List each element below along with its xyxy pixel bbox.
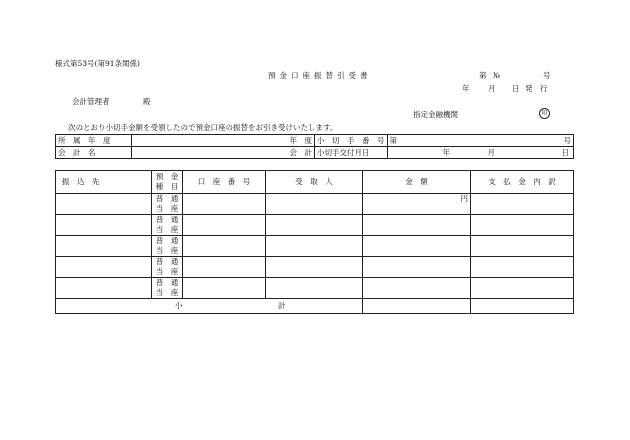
payee-field[interactable] [56, 194, 152, 215]
transfer-header-row [56, 171, 574, 194]
nendo-suffix: 年 度 [289, 135, 312, 145]
type-toza: 当 座 [155, 225, 179, 234]
receiver-field[interactable] [266, 236, 363, 257]
amount-field[interactable] [363, 236, 471, 257]
type-toza: 当 座 [155, 288, 179, 297]
yen-label: 円 [460, 194, 468, 203]
details-field[interactable] [471, 236, 574, 257]
seal-icon: 印 [539, 108, 550, 119]
form-id: 様式第53号(第91条関係) [55, 59, 140, 68]
table-row [56, 257, 574, 278]
date-issue: 発 行 [525, 84, 548, 93]
label-account-name: 会 計 名 [58, 147, 96, 157]
number-no: № [493, 71, 501, 80]
form-title: 預金口座振替引受書 [268, 71, 372, 80]
account-name-field[interactable] [132, 147, 315, 159]
payee-field[interactable] [56, 278, 152, 299]
payee-field[interactable] [56, 257, 152, 278]
type-futsu: 普 通 [155, 194, 179, 203]
header-receiver: 受 取 人 [295, 177, 333, 186]
header-account-number: 口 座 番 号 [197, 177, 251, 186]
fiscal-year-field[interactable] [132, 135, 315, 147]
type-toza: 当 座 [155, 246, 179, 255]
info-table [55, 134, 574, 159]
kaikei-suffix: 会 計 [289, 147, 312, 157]
details-field[interactable] [471, 278, 574, 299]
account-number-field[interactable] [183, 194, 266, 215]
header-shubetsu-1: 預 金 [155, 172, 179, 181]
details-field[interactable] [471, 215, 574, 236]
details-field[interactable] [471, 257, 574, 278]
date-day: 日 [512, 84, 520, 93]
check-dai: 第 [389, 135, 397, 145]
account-number-field[interactable] [183, 215, 266, 236]
account-number-field[interactable] [183, 278, 266, 299]
table-row [56, 236, 574, 257]
header-payment-details: 支 払 金 内 訳 [488, 177, 556, 186]
label-fiscal-year: 所 属 年 度 [58, 135, 111, 145]
details-field[interactable] [471, 194, 574, 215]
addressee-honorific: 殿 [143, 97, 151, 106]
header-shubetsu-2: 種 目 [155, 182, 179, 191]
type-toza: 当 座 [155, 267, 179, 276]
bank-label: 指定金融機関 [413, 110, 458, 119]
amount-field[interactable] [363, 215, 471, 236]
header-furikomi: 振 込 先 [62, 177, 100, 186]
account-number-field[interactable] [183, 257, 266, 278]
type-futsu: 普 通 [155, 257, 179, 266]
table-row [56, 278, 574, 299]
payee-field[interactable] [56, 215, 152, 236]
info-row-fiscal-year [56, 135, 574, 147]
check-number-field[interactable] [387, 135, 574, 147]
transfer-table [55, 170, 574, 314]
number-go: 号 [543, 71, 551, 80]
table-row [56, 215, 574, 236]
receiver-field[interactable] [266, 215, 363, 236]
amount-field[interactable] [363, 257, 471, 278]
account-number-field[interactable] [183, 236, 266, 257]
number-dai: 第 [479, 71, 487, 80]
intro-text: 次のとおり小切手金額を受領したので預金口座の振替をお引き受けいたします。 [68, 123, 338, 132]
subtotal-label-kei: 計 [278, 301, 286, 310]
amount-field[interactable] [363, 278, 471, 299]
issue-year: 年 [442, 147, 450, 157]
check-go: 号 [563, 135, 571, 145]
subtotal-row [56, 299, 574, 314]
date-year: 年 [462, 84, 470, 93]
issue-day: 日 [561, 147, 569, 157]
receiver-field[interactable] [266, 278, 363, 299]
receiver-field[interactable] [266, 194, 363, 215]
subtotal-amount-field[interactable] [363, 299, 471, 314]
header-amount: 金 額 [405, 177, 428, 186]
payee-field[interactable] [56, 236, 152, 257]
subtotal-label-sho: 小 [175, 301, 183, 310]
date-month: 月 [488, 84, 496, 93]
type-futsu: 普 通 [155, 236, 179, 245]
check-issue-date-field[interactable] [387, 147, 574, 159]
subtotal-details-field[interactable] [471, 299, 574, 314]
amount-field[interactable] [363, 194, 471, 215]
type-futsu: 普 通 [155, 278, 179, 287]
addressee-role: 会計管理者 [72, 97, 110, 106]
info-row-account-name [56, 147, 574, 159]
type-futsu: 普 通 [155, 215, 179, 224]
receiver-field[interactable] [266, 257, 363, 278]
label-check-issue-date: 小切手交付月日 [317, 147, 370, 157]
table-row [56, 194, 574, 215]
label-check-number: 小 切 手 番 号 [317, 135, 385, 145]
type-toza: 当 座 [155, 204, 179, 213]
issue-month: 月 [487, 147, 495, 157]
